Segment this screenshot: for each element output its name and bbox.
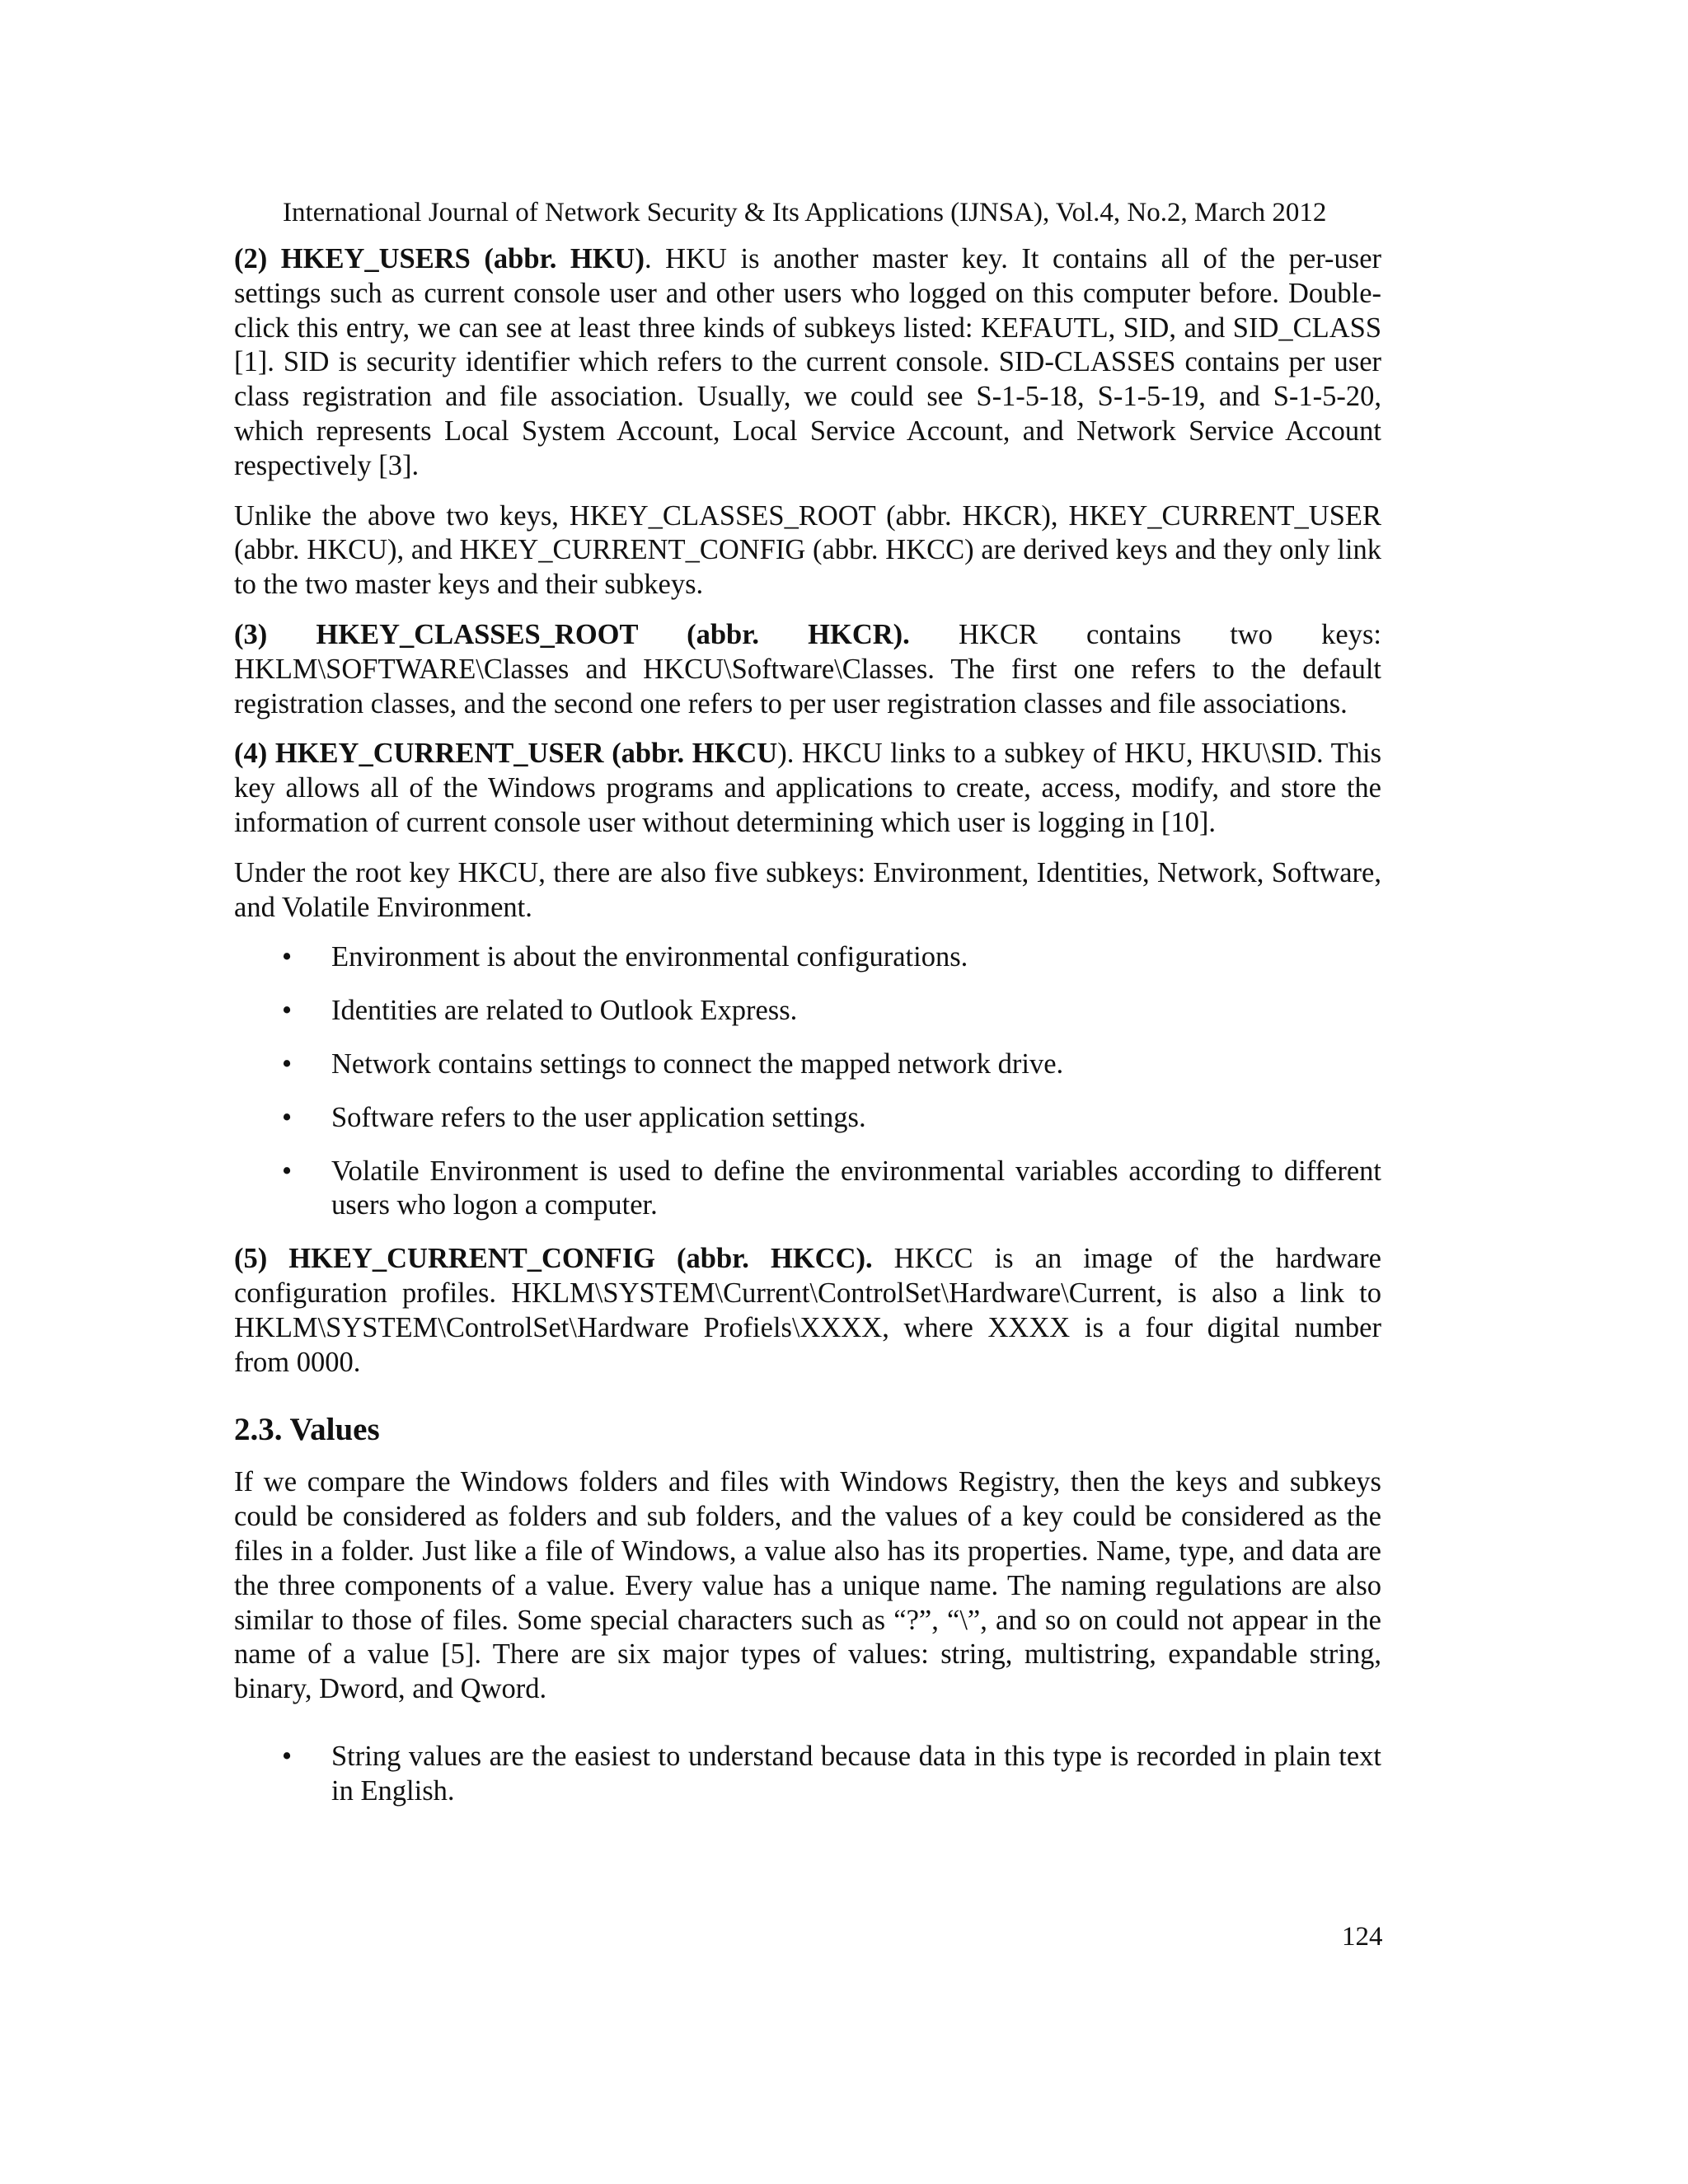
list-item-text: Volatile Environment is used to define the environmental variables according to different users who logon a computer. [331,1155,1381,1221]
paragraph-hkcr [234,618,1381,721]
hkcr-lead: (3) HKEY_CLASSES_ROOT (abbr. HKCR). [234,618,910,650]
paragraph-hkcu-subkeys: Under the root key HKCU, there are also five subkeys: Environment, Identities, Network, Software, and Volatile Environment. [234,856,1381,923]
hkcu-lead: (4) HKEY_CURRENT_USER (abbr. HKCU [234,738,778,770]
hkcc-lead: (5) HKEY_CURRENT_CONFIG (abbr. HKCC). [234,1243,873,1275]
bullet-icon: • [282,1740,293,1772]
bullet-icon: • [282,995,293,1027]
paragraph-derived-keys: Unlike the above two keys, HKEY_CLASSES_ROOT (abbr. HKCR), HKEY_CURRENT_USER (abbr. HKCU), and HKEY_CURRENT_CONFIG (abbr. HKCC) are derived keys and they only link to the two master keys and their subkeys. [234,499,1381,601]
list-item-text: Software refers to the user application settings. [331,1101,866,1133]
list-item-text: Network contains settings to connect the mapped network drive. [331,1047,1064,1080]
section-heading: 2.3. Values [234,1412,380,1448]
bullet-icon: • [282,941,293,973]
list-item-text: String values are the easiest to understand because data in this type is recorded in plain text in English. [331,1740,1381,1807]
running-header: International Journal of Network Security & Its Applications (IJNSA), Vol.4, No.2, March 2012 [283,198,1327,227]
paragraph-values: If we compare the Windows folders and files with Windows Registry, then the keys and subkeys could be considered as folders and sub folders, and the values of a key could be considered as the files in a folder. Just like a file of Windows, a value also has its properties. Name, type, and data are the three components of a value. Every value has a unique name. The naming regulations are also similar to those of files. Some special characters such as “?”, “\”, and so on could not appear in the name of a value [5]. There are six major types of values: string, multistring, expandable string, binary, Dword, and Qword. [234,1466,1381,1705]
list-item-text: Identities are related to Outlook Express. [331,995,798,1027]
list-item [234,1740,1381,1809]
page-body [234,242,1381,1827]
bullet-icon: • [282,1047,293,1080]
list-item [234,1047,1381,1082]
bullet-icon: • [282,1101,293,1133]
hku-lead: (2) HKEY_USERS (abbr. HKU) [234,243,645,274]
paragraph-hku [234,242,1381,484]
list-item [234,1155,1381,1224]
hkcr-body: HKCR contains two keys: HKLM\SOFTWARE\Classes and HKCU\Software\Classes. The first one refers to the default registration classes, and the second one refers to per user registration classes and file associations. [234,618,1381,719]
list-item [234,994,1381,1029]
list-item-text: Environment is about the environmental configurations. [331,941,968,973]
list-item [234,1101,1381,1136]
page-number: 124 [1342,1922,1383,1952]
hku-body: . HKU is another master key. It contains all of the per-user settings such as current console user and other users who logged on this computer before. Double-click this entry, we can see at least three kinds of subkeys listed: KEFAUTL, SID, and SID_CLASS [1]. SID is security identifier which refers to the current console. SID-CLASSES contains per user class registration and file association. Usually, we could see S-1-5-18, S-1-5-19, and S-1-5-20, which represents Local System Account, Local Service Account, and Network Service Account respectively [3]. [234,243,1381,481]
paragraph-hkcc [234,1242,1381,1380]
hkcu-body: ). HKCU links to a subkey of HKU, HKU\SID. This key allows all of the Windows programs and applications to create, access, modify, and store the information of current console user without determining which user is logging in [10]. [234,738,1381,838]
list-item [234,940,1381,975]
hkcu-subkey-list [234,940,1381,1223]
hkcc-body: HKCC is an image of the hardware configuration profiles. HKLM\SYSTEM\Current\ControlSet\Hardware\Current, is also a link to HKLM\SYSTEM\ControlSet\Hardware Profiels\XXXX, where XXXX is a four digital number from 0000. [234,1243,1381,1378]
value-type-list [234,1740,1381,1809]
paragraph-hkcu [234,737,1381,840]
bullet-icon: • [282,1155,293,1187]
